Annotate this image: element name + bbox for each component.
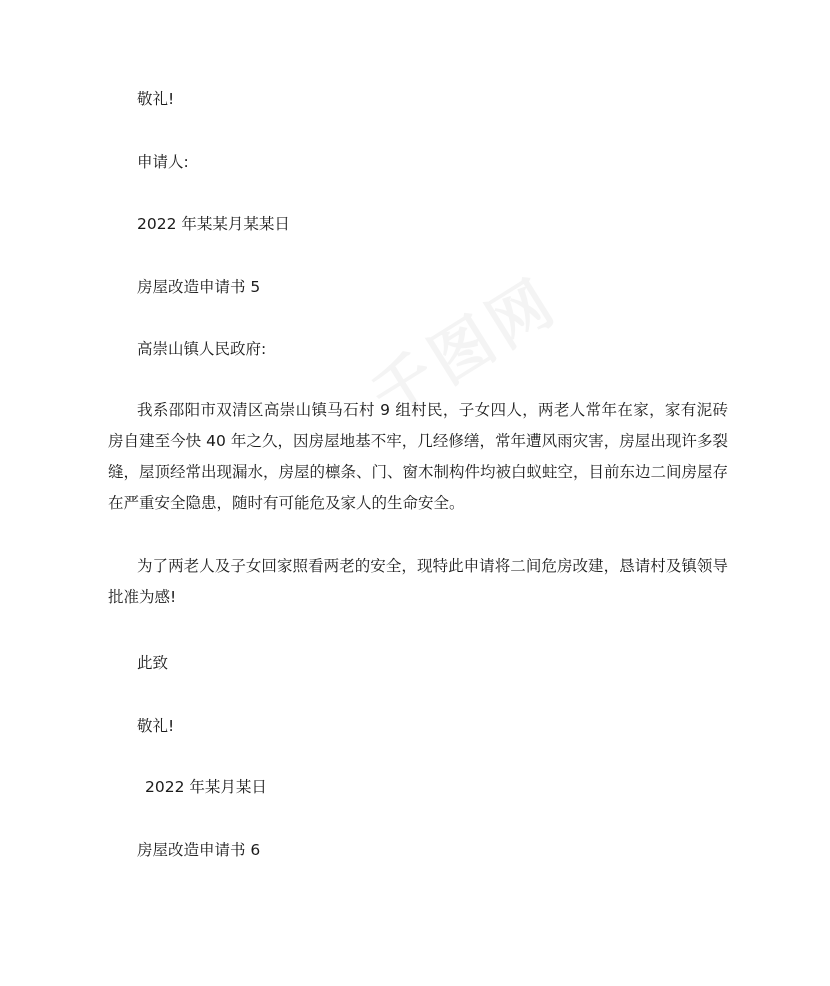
date-line: 2022 年某某月某某日 [137, 215, 290, 233]
closing-text: 敬礼! [137, 90, 175, 108]
date-line: 2022 年某月某日 [145, 778, 267, 796]
closing-text: 敬礼! [137, 717, 175, 735]
salutation-text: 此致 [137, 654, 169, 672]
document-title: 房屋改造申请书 5 [137, 278, 261, 296]
body-paragraph: 为了两老人及子女回家照看两老的安全，现特此申请将二间危房改建，恳请村及镇领导批准为感! [108, 557, 728, 606]
body-paragraph: 我系邵阳市双清区高崇山镇马石村 9 组村民，子女四人，两老人常年在家，家有泥砖房自建至今快 40 年之久，因房屋地基不牢，几经修缮，常年遭风雨灾害，房屋出现许多裂缝，屋顶经常出现漏水，房屋的檩条、门、窗木制构件均被白蚁蛀空，目前东边二间房屋存在严重安全隐患，随时有可能危及家人的生命安全。 [108, 401, 729, 512]
recipient-line: 高崇山镇人民政府: [137, 340, 267, 358]
document-title: 房屋改造申请书 6 [137, 841, 261, 859]
applicant-label: 申请人: [137, 153, 189, 171]
